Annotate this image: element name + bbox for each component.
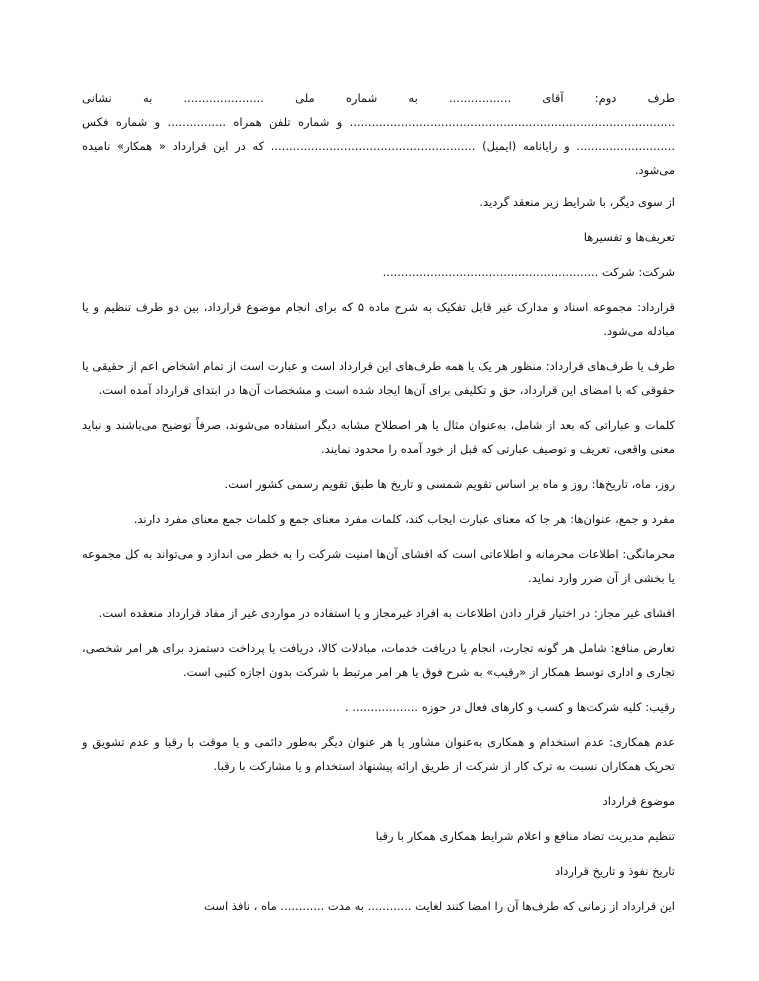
dates-definition: روز، ماه، تاریخ‌ها: روز و ماه بر اساس تقویم شمسی و تاریخ ها طبق تقویم رسمی کشور است. [224,477,675,491]
definitions-heading: تعریف‌ها و تفسیرها [583,230,675,244]
terms-definition: کلمات و عباراتی که بعد از شامل، به‌عنوان مثال یا هر اصطلاح مشابه دیگر استفاده می‌شوند، صرفاً توضیح می‌باشند و نباید معنی واقعی، تعریف و توصیف عبارتی که قبل از خود آمده را محدود نمایند. [82,418,675,456]
conflict-of-interest-definition: تعارض منافع: شامل هر گونه تجارت، انجام یا دریافت خدمات، مبادلات کالا، دریافت یا پرداخت دستمزد برای هر امر شخصی، تجاری و اداری توسط همکار از «رقیب» به شرح فوق یا هر امر مرتبط با شرکت بدون اجازه کتبی است. [82,641,675,679]
effective-date-text: این قرارداد از زمانی که طرف‌ها آن را امضا کنند لغایت ............ به مدت ............ ماه ، نافذ است [204,899,675,913]
contract-subject-text: تنظیم مدیریت تضاد منافع و اعلام شرایط همکاری همکار با رقبا [375,829,675,843]
contract-definition: قرارداد: مجموعه اسناد و مدارک غیر قابل تفکیک به شرح ماده ۵ که برای انجام موضوع قرارداد، بین دو طرف تنظیم و یا مبادله می‌شود. [82,300,675,338]
unauthorized-disclosure-definition: افشای غیر مجاز: در اختیار قرار دادن اطلاعات به افراد غیرمجاز و یا استفاده در مواردی غیر از مفاد قرارداد منعقده است. [98,606,675,620]
competitor-definition: رقیب: کلیه شرکت‌ها و کسب و کارهای فعال در حوزه .................. . [344,700,675,714]
parties-definition: طرف یا طرف‌های قرارداد: منظور هر یک یا همه طرف‌های این قرارداد است و عبارت است از تمام اشخاص اعم از حقیقی یا حقوقی که با امضای این قرارداد، حق و تکلیفی برای آن‌ها ایجاد شده است و مشخصات آن‌ها در ابتدای قرارداد آمده است. [82,359,675,397]
company-definition: شرکت: شرکت ........................................................... [382,265,675,279]
party-two-paragraph: طرف دوم: آقای ................. به شماره ملی ...................... به نشانی ......................................................................................... و شماره تلفن همراه ................ و شماره فکس ........................... و رایانامه (ایمیل) ........................................................ که در این قرارداد « همکار» نامیده می‌شود. [82,91,675,177]
effective-date-heading: تاریخ نفوذ و تاریخ قرارداد [554,864,675,878]
confidentiality-definition: محرمانگی: اطلاعات محرمانه و اطلاعاتی است که افشای آن‌ها امنیت شرکت را به خطر می اندازد و می‌تواند به کل مجموعه یا بخشی از آن ضرر وارد نماید. [82,547,675,585]
non-cooperation-definition: عدم همکاری: عدم استخدام و همکاری به‌عنوان مشاور یا هر عنوان دیگر به‌طور دائمی و یا موقت با رقبا و عدم تشویق و تحریک همکاران نسبت به ترک کار از شرکت از طریق ارائه پیشنهاد استخدام و یا مشارکت با رقبا. [82,735,675,773]
contract-subject-heading: موضوع قرارداد [602,794,675,808]
conditions-intro: از سوی دیگر، با شرایط زیر منعقد گردید. [479,195,675,209]
singular-plural-definition: مفرد و جمع، عنوان‌ها: هر جا که معنای عبارت ایجاب کند، کلمات مفرد معنای جمع و کلمات جمع معنای مفرد دارند. [133,512,675,526]
